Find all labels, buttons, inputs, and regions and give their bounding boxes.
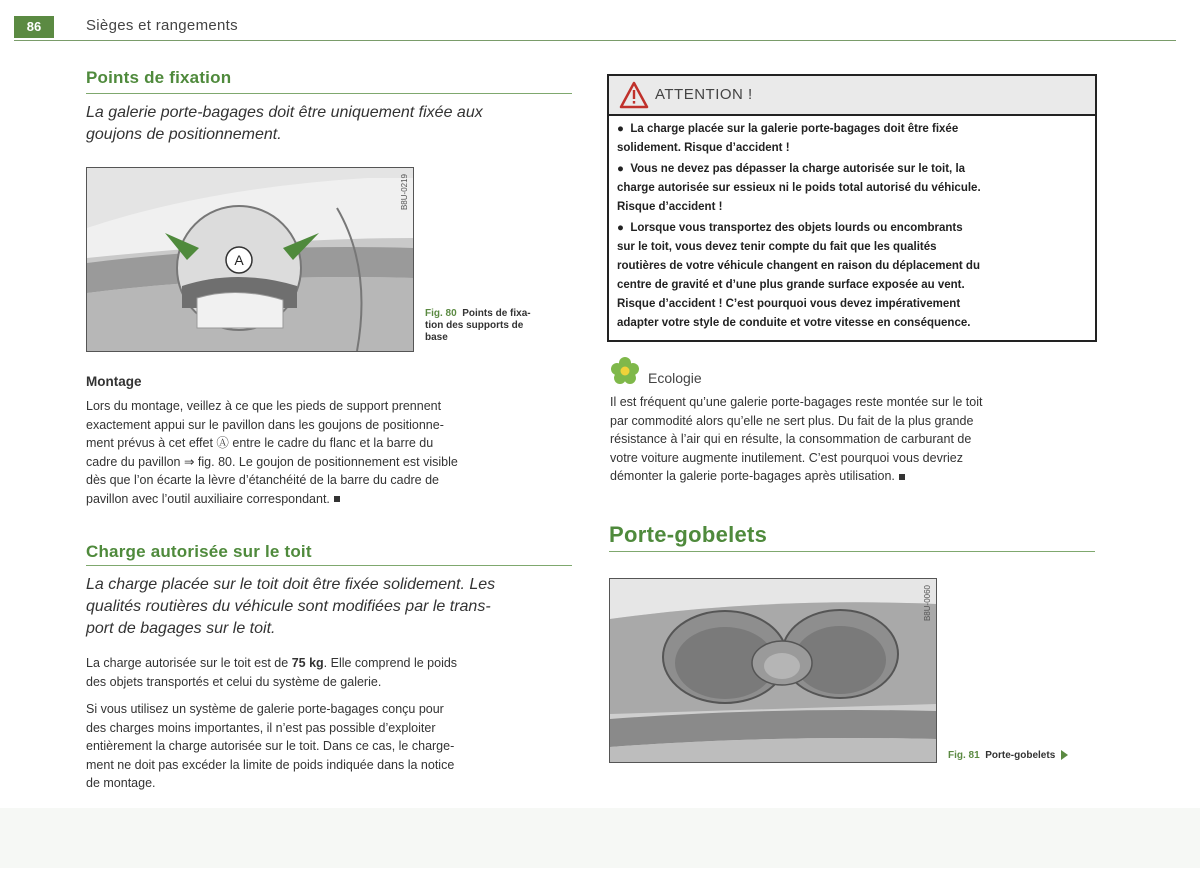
warning-item: ● Vous ne devez pas dépasser la charge autorisée sur le toit, la charge autorisée sur essieux ni le poids total autorisé du véhicule. Risque d’accident ! — [617, 160, 1087, 217]
lead-text-fixation — [86, 102, 576, 146]
text-line: démonter la galerie porte-bagages après utilisation. — [610, 469, 895, 483]
text-line: des objets transportés et celui du système de galerie. — [86, 674, 382, 689]
charge-paragraph-1 — [86, 654, 576, 691]
warning-line: Risque d’accident ! C’est pourquoi vous devez impérativement — [617, 298, 961, 310]
page-number: 86 — [14, 16, 54, 38]
text-line: dès que l’on écarte la lèvre d’étanchéité de la barre du cadre de — [86, 473, 440, 487]
caption-line: base — [425, 332, 448, 343]
lead-line: qualités routières du véhicule sont modifiées par le trans- — [86, 598, 491, 615]
section-rule — [86, 565, 572, 566]
ecology-title: Ecologie — [648, 370, 702, 386]
figure-number: Fig. 81 — [948, 750, 980, 761]
header-rule — [14, 40, 1176, 41]
callout-a: A — [234, 252, 244, 268]
text-line: Si vous utilisez un système de galerie porte-bagages conçu pour — [86, 702, 444, 716]
ecology-paragraph — [610, 393, 1096, 486]
text-line: résistance à l’air qui en résulte, la consommation de carburant de — [610, 432, 972, 446]
subheading-montage: Montage — [86, 374, 142, 389]
warning-line: adapter votre style de conduite et votre vitesse en conséquence. — [617, 317, 971, 329]
warning-item: ● La charge placée sur la galerie porte-bagages doit être fixée solidement. Risque d’accident ! — [617, 120, 1087, 158]
warning-line: Vous ne devez pas dépasser la charge autorisée sur le toit, la — [630, 163, 966, 175]
text-line: par commodité alors qu’elle ne sert plus. Du fait de la plus grande — [610, 413, 974, 428]
warning-line: sur le toit, vous devez tenir compte du fait que les qualités — [617, 241, 937, 253]
warning-line: routières de votre véhicule changent en raison du déplacement du — [617, 260, 980, 272]
text-fragment: La charge autorisée sur le toit est de — [86, 656, 292, 670]
text-line: des charges moins importantes, il n’est pas possible d’exploiter — [86, 720, 436, 735]
caption-line: tion des supports de — [425, 320, 524, 331]
text-line: votre voiture augmente inutilement. C’est pourquoi vous devriez — [610, 450, 963, 465]
lead-line: goujons de positionnement. — [86, 126, 282, 143]
warning-line: Risque d’accident ! — [617, 201, 723, 213]
heading-points-de-fixation: Points de fixation — [86, 68, 232, 87]
figure-code: B8U-0219 — [400, 174, 409, 211]
warning-title: ATTENTION ! — [655, 86, 753, 103]
text-line: entièrement la charge autorisée sur le toit. Dans ce cas, le charge- — [86, 739, 455, 753]
warning-item: ● Lorsque vous transportez des objets lourds ou encombrants sur le toit, vous devez tenir compte du fait que les qualités routières de votre véhicule changent en raison du déplacement du centre de gravité et d’une plus grande surface exposée au vent. Risque d’accident ! C’est pourquoi vous devez impérativement adapter votre style de conduite et votre vitesse en conséquence. — [617, 219, 1087, 333]
end-of-section-icon — [334, 496, 340, 502]
roof-photo-illustration — [87, 168, 413, 351]
montage-paragraph — [86, 397, 576, 508]
text-line: Lors du montage, veillez à ce que les pieds de support prennent — [86, 399, 442, 413]
warning-line: solidement. Risque d’accident ! — [617, 142, 790, 154]
heading-porte-gobelets: Porte-gobelets — [609, 522, 768, 547]
warning-header — [609, 76, 1095, 116]
load-limit-value: 75 kg — [291, 656, 324, 670]
warning-box — [607, 74, 1097, 342]
text-line: ment ne doit pas excéder la limite de poids indiquée dans la notice — [86, 757, 455, 772]
lead-line: La charge placée sur le toit doit être fixée solidement. Les — [86, 576, 496, 593]
text-line: cadre du pavillon ⇒ fig. 80. Le goujon de positionnement est visible — [86, 454, 458, 469]
running-header: Sièges et rangements — [86, 17, 238, 34]
figure-cupholder — [609, 578, 937, 763]
end-of-section-icon — [899, 474, 905, 480]
bottom-band — [0, 808, 1200, 868]
text-line: pavillon avec l’outil auxiliaire correspondant. — [86, 491, 330, 506]
text-line: exactement appui sur le pavillon dans les goujons de positionne- — [86, 417, 444, 432]
warning-triangle-icon — [619, 81, 649, 109]
figure-code: B8U-0060 — [923, 585, 932, 622]
section-rule — [86, 93, 572, 94]
text-line: ment prévus à cet effet Ⓐ entre le cadre du flanc et la barre du — [86, 436, 434, 450]
caption-text: Porte-gobelets — [985, 750, 1056, 761]
warning-line: Lorsque vous transportez des objets lourds ou encombrants — [630, 222, 963, 234]
charge-paragraph-2 — [86, 700, 576, 793]
figure-number: Fig. 80 — [425, 308, 457, 319]
cupholder-illustration — [610, 579, 936, 762]
text-fragment: . Elle comprend le poids — [323, 656, 458, 670]
ecology-flower-icon — [610, 356, 640, 386]
text-line: de montage. — [86, 776, 156, 790]
figure-81-caption — [948, 750, 1068, 762]
warning-line: charge autorisée sur essieux ni le poids total autorisé du véhicule. — [617, 182, 981, 194]
figure-roof-mount-points — [86, 167, 414, 352]
lead-text-charge — [86, 574, 576, 640]
text-line: Il est fréquent qu’une galerie porte-bagages reste montée sur le toit — [610, 395, 983, 409]
warning-line: La charge placée sur la galerie porte-bagages doit être fixée — [630, 123, 959, 135]
continue-arrow-icon — [1061, 750, 1068, 760]
caption-line: Points de fixa- — [462, 308, 531, 319]
warning-line: centre de gravité et d’une plus grande surface exposée au vent. — [617, 279, 965, 291]
lead-line: La galerie porte-bagages doit être uniquement fixée aux — [86, 104, 483, 121]
lead-line: port de bagages sur le toit. — [86, 620, 276, 637]
figure-80-caption — [425, 308, 575, 344]
heading-charge-autorisee: Charge autorisée sur le toit — [86, 542, 312, 561]
section-rule — [609, 551, 1095, 552]
